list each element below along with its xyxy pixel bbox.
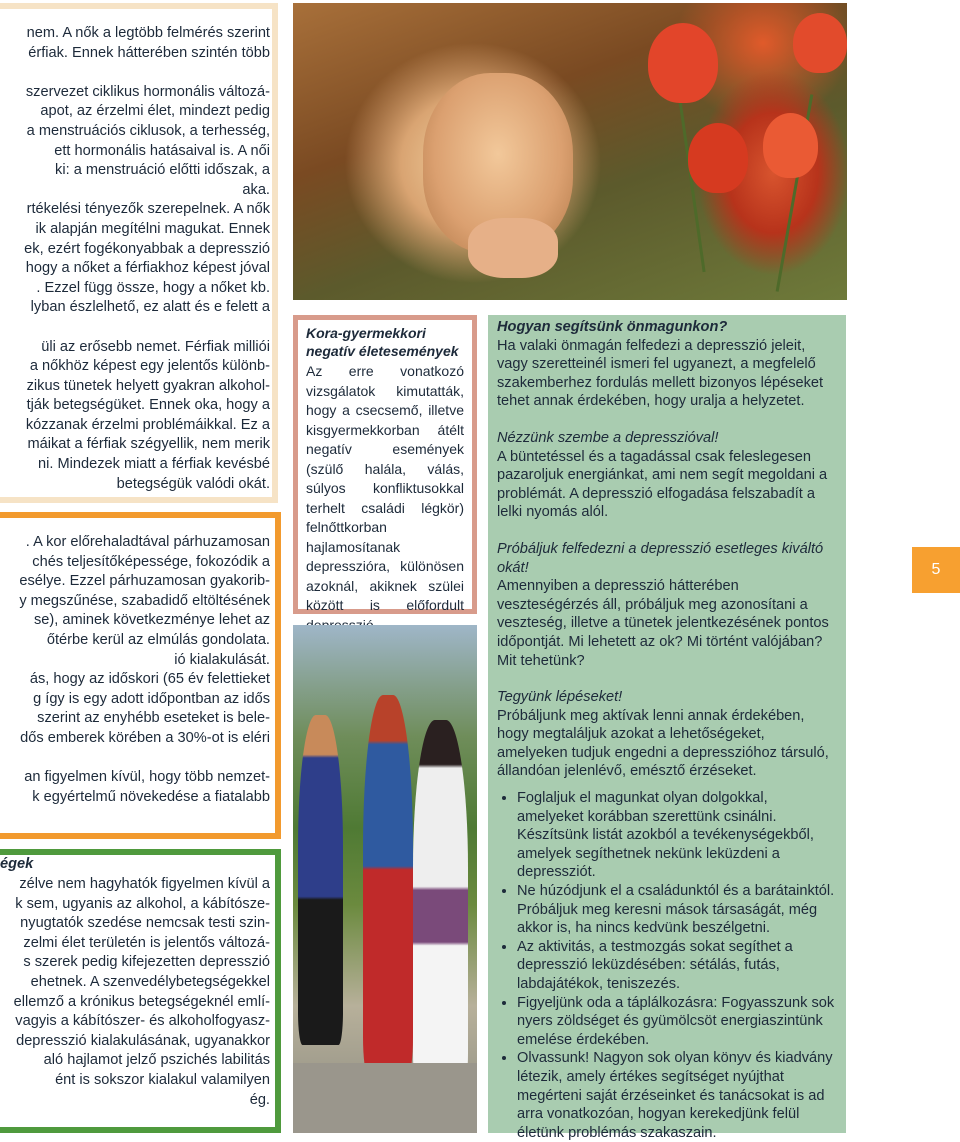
section-text-3: Próbáljunk meg aktívak lenni annak érdekében, hogy megtaláljuk azokat a lehetőségeket, amelyeken tudjuk engedni a depresszióhoz társuló, állandóan jelenlévő, emésztő érzéseket. — [497, 707, 829, 780]
text-line: an figyelmen kívül, hogy több nemzet- — [24, 769, 270, 786]
text-line: k sem, ugyanis az alkohol, a kábítósze- — [15, 895, 270, 912]
walking-women-photo — [293, 625, 477, 1133]
text-line: ek, ezért fogékonyabbak a depresszió — [24, 240, 270, 257]
text-line: lyban észlelhető, ez alatt és e felett a — [30, 299, 270, 316]
text-line: ént is sokszor kialakul valamilyen — [55, 1071, 270, 1088]
self-help-intro: Ha valaki önmagán felfedezi a depresszió jeleit, vagy szeretteinél ismeri fel ugyanezt, a megfelelő szakemberhez fordulás mellett bizonyos lépéseket tehet annak érdekében, hogy uralja a helyzetet. — [497, 337, 824, 410]
text-line: y megszűnése, szabadidő eltöltésének — [19, 592, 270, 609]
tip-item: • Az aktivitás, a testmozgás sokat segíthet a depresszió leküzdésében: sétálás, futás, labdajátékok, teniszezés. — [517, 938, 838, 994]
text-line: ió kialakulását. — [174, 651, 270, 668]
text-line: tják betegségüket. Ennek oka, hogy a — [26, 397, 270, 414]
text-line: zélve nem hagyhatók figyelmen kívül a — [19, 876, 270, 892]
tip-item: • Figyeljünk oda a táplálkozásra: Fogyasszunk sok nyers zöldséget és gyümölcsöt energiaszintünk emelése érdekében. — [517, 994, 838, 1050]
text-line: zikus tünetek helyett gyakran alkohol- — [26, 377, 270, 394]
text-line: nyugtatók szedése nemcsak testi szin- — [20, 915, 270, 932]
early-childhood-title: Kora-gyermekkori negatív életesemények — [306, 325, 459, 359]
text-line: ás, hogy az időskori (65 év felettieket — [29, 671, 270, 688]
text-line: üli az erősebb nemet. Férfiak milliói — [41, 338, 270, 355]
text-line: zelmi élet területén is jelentős változá- — [23, 934, 270, 951]
left-text-block-3 — [14, 875, 270, 1110]
section-heading-3: Tegyünk lépéseket! — [497, 689, 623, 706]
text-line: g így is egy adott időpontban az idős — [33, 690, 270, 707]
text-line: k egyértelmű növekedése a fiatalabb — [32, 788, 270, 805]
text-line: szervezet ciklikus hormonális változá- — [25, 83, 270, 100]
text-line: apot, az érzelmi élet, mindezt pedig — [40, 103, 270, 120]
text-line: dős emberek körében a 30%-ot is eléri — [20, 729, 270, 746]
page-number-tab — [912, 547, 960, 593]
early-childhood-box — [293, 315, 477, 614]
early-childhood-text: Az erre vonatkozó vizsgálatok kimutatták, hogy a csecsemő, illetve kisgyermekkorban átélt negatív események (szülő halála, válás, súlyos konfliktusokkal terhelt családi légkör) felnőttkorban hajlamosítanak depresszióra, különösen azoknál, akiknek szülei között is előfordult — [306, 363, 464, 613]
text-line: aka. — [242, 181, 270, 198]
left-text-block-1 — [24, 24, 270, 494]
child-photo — [293, 3, 847, 300]
text-line: ett hormonális hatásaival is. A női — [54, 142, 270, 159]
text-line: chés teljesítőképessége, fokozódik a — [32, 553, 270, 570]
paragraph-gap — [24, 63, 270, 83]
text-line: esélye. Ezzel párhuzamosan gyakorib- — [19, 573, 270, 590]
tip-item: • Olvassunk! Nagyon sok olyan könyv és kiadvány létezik, amely értékes segítséget nyújthat megérteni saját érzéseinket és tanácsokat is ad arra vonatkozóan, hogyan kerekedjünk felül életünk problémás szakaszain. — [517, 1049, 838, 1142]
text-line: s szerek pedig kifejezetten depresszió — [23, 954, 270, 971]
text-line: vagyis a kábítószer- és alkoholfogyasz- — [15, 1013, 270, 1030]
tip-item: • Foglaljuk el magunkat olyan dolgokkal, amelyeket korábban szerettünk csinálni. Készítsünk listát azokból a tevékenységekből, amelyek segíthetnek nekünk leküzdeni a depressziót. — [517, 789, 838, 882]
text-line: rtékelési tényezők szerepelnek. A nők — [26, 201, 270, 218]
text-line: . A kor előrehaladtával párhuzamosan — [25, 534, 270, 550]
left-text-block-2 — [19, 533, 270, 807]
paragraph-gap — [24, 318, 270, 338]
text-line: őtérbe kerül az elmúlás gondolata. — [46, 631, 270, 648]
self-help-title: Hogyan segítsünk önmagunkon? — [497, 319, 728, 335]
text-line: hogy a nőket a férfiakhoz képest jóval — [25, 260, 270, 277]
text-line: aló hajlamot jelző pszichés labilitás — [43, 1052, 270, 1069]
text-line: ellemző a krónikus betegségeknél emlí- — [13, 993, 270, 1010]
left-text-column-3 — [0, 855, 270, 1127]
text-line: nem. A nők a legtöbb felmérés szerint — [26, 25, 270, 41]
text-line: betegségük valódi okát. — [116, 475, 270, 492]
section-heading-2: Próbáljuk felfedezni a depresszió esetleges kiváltó okát! — [497, 540, 824, 576]
text-line: érfiak. Ennek hátterében szintén több — [28, 44, 270, 61]
left-text-column-1 — [0, 24, 270, 496]
text-line: depresszió kialakulásának, ugyanakkor — [16, 1032, 270, 1049]
left-text-column-2 — [0, 533, 270, 828]
text-line: se), aminek következménye lehet az — [33, 612, 270, 629]
text-line: ehetnek. A szenvedélybetegségekkel — [30, 973, 270, 990]
text-line: ni. Mindezek miatt a férfiak kevésbé — [38, 456, 270, 473]
text-line: máikat a férfiak szégyellik, nem merik — [27, 436, 270, 453]
text-line: ég. — [249, 1091, 270, 1108]
text-line: a menstruációs ciklusok, a terhesség, — [26, 122, 270, 139]
tips-list — [497, 789, 838, 1142]
text-line: a nőkhöz képest egy jelentős különb- — [29, 358, 270, 375]
page-number: 5 — [931, 561, 941, 578]
tip-item: • Ne húzódjunk el a családunktól és a barátainktól. Próbáljuk meg keresni mások társaságát, még akkor is, ha nincs kedvünk beszélgetni. — [517, 882, 838, 938]
left-heading-3: égek — [0, 856, 34, 872]
text-line: . Ezzel függ össze, hogy a nőket kb. — [36, 279, 270, 296]
paragraph-gap — [19, 749, 270, 769]
section-text-2: Amennyiben a depresszió hátterében veszteségérzés áll, próbáljuk meg azonosítani a veszteség, illetve a tünetek jelentkezésének pontos időpontját. Mi lehetett az ok? Mi történt valójában? Mit tehetünk? — [497, 578, 829, 669]
section-text-1: A büntetéssel és a tagadással csak feleslegesen pazaroljuk energiánkat, ami nem segít megoldani a problémát. A depresszió elfogadása felszabadít a lelki nyomás alól. — [497, 448, 828, 521]
text-line: kózzanak érzelmi problémáikkal. Ez a — [25, 416, 270, 433]
self-help-box — [488, 315, 846, 1141]
text-line: ki: a menstruáció előtti időszak, a — [55, 162, 270, 179]
text-line: szerint az enyhébb eseteket is bele- — [37, 710, 270, 727]
section-heading-1: Nézzünk szembe a depresszióval! — [497, 429, 719, 446]
text-line: ik alapján megítélni magukat. Ennek — [35, 220, 270, 237]
